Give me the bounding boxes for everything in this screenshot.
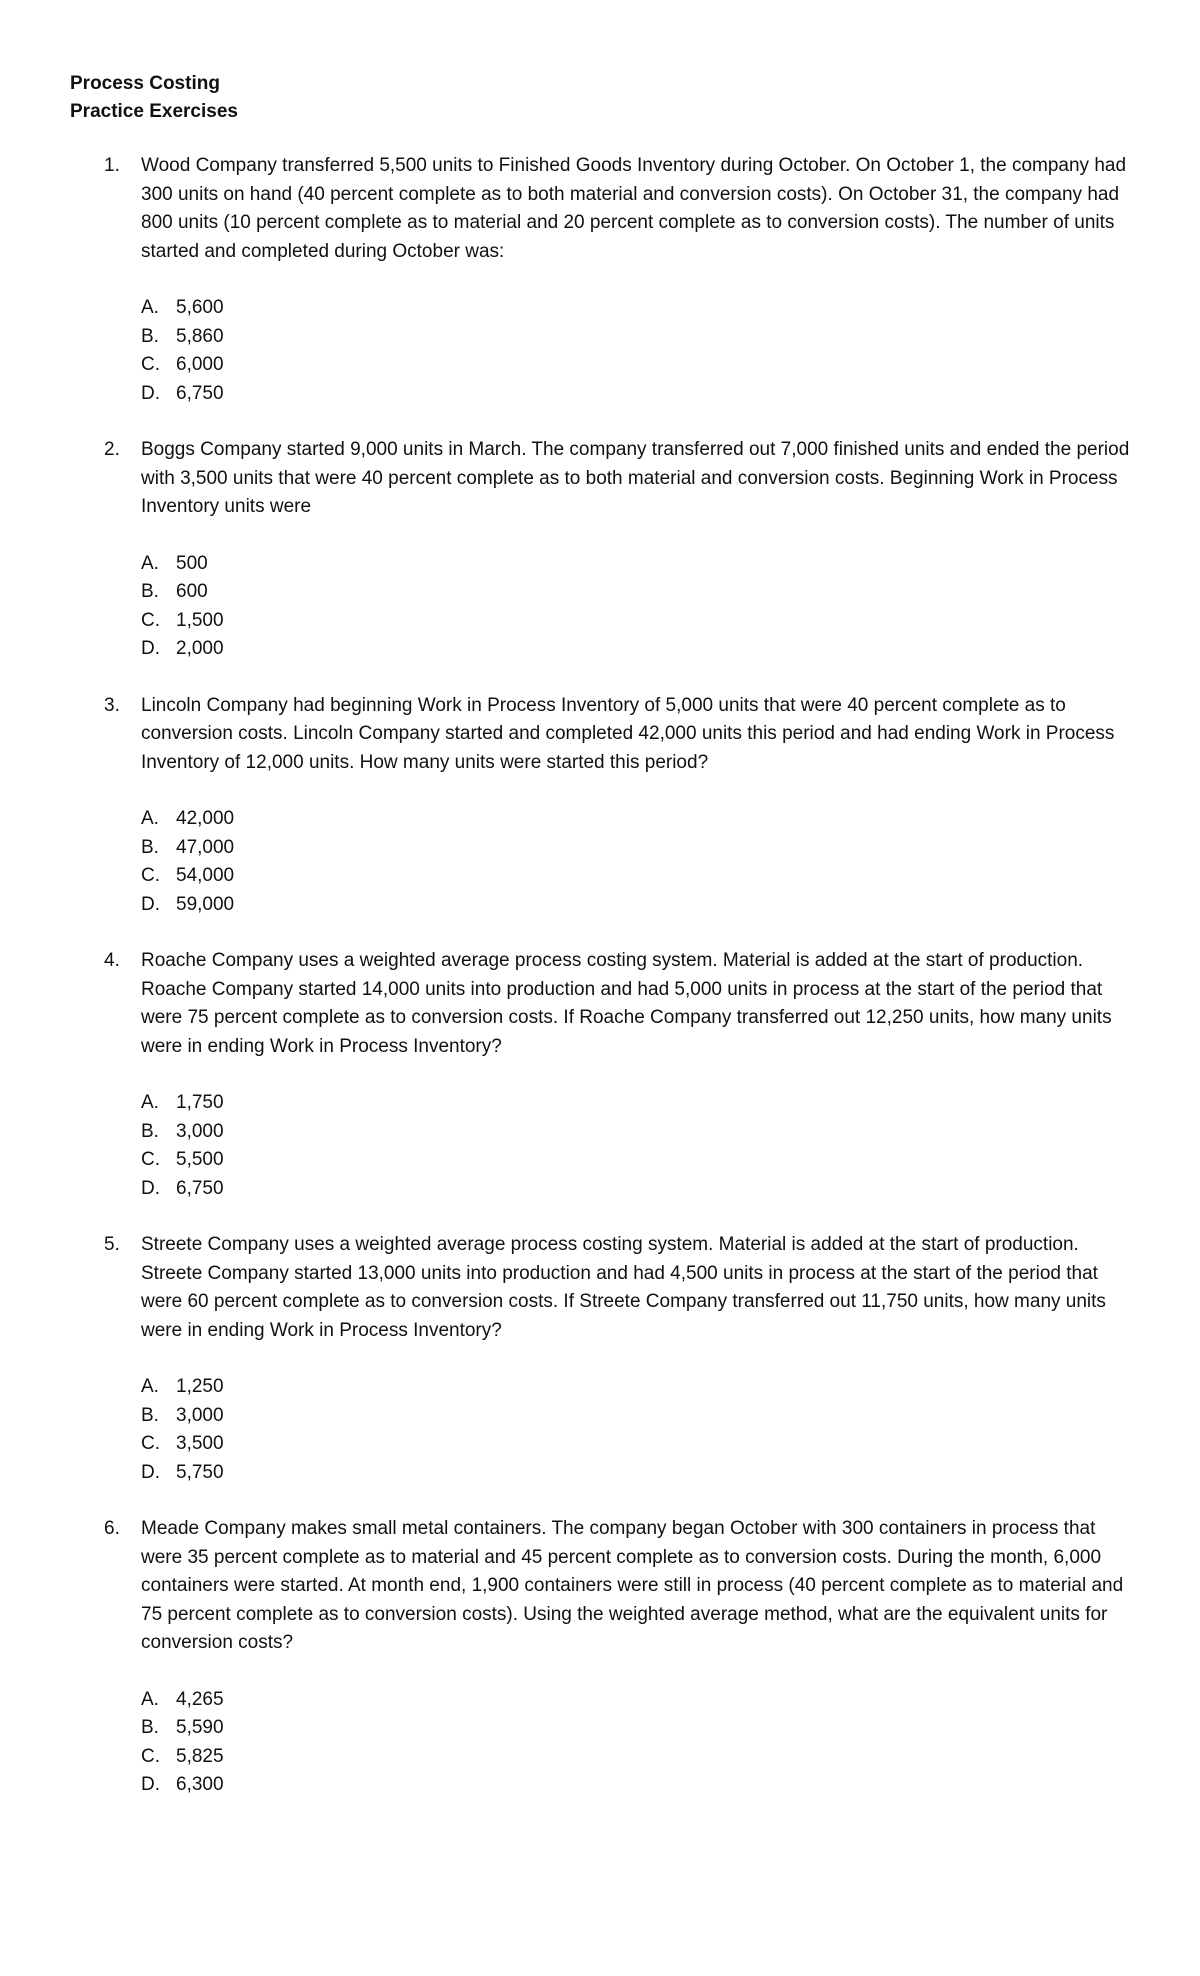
- option-value: 6,750: [176, 382, 224, 404]
- answer-option-c: [141, 607, 1200, 636]
- question-5: [0, 1231, 1200, 1487]
- option-value: 5,825: [176, 1745, 224, 1767]
- option-value: 59,000: [176, 893, 235, 915]
- option-letter: B.: [141, 1717, 159, 1738]
- question-text: Boggs Company started 9,000 units in March. The company transferred out 7,000 finished units and ended the period with 3,500 units that were 40 percent complete as to both material and conversion costs. Beginning Work in Process Inventory units were: [141, 439, 1130, 517]
- question-text: Meade Company makes small metal containers. The company began October with 300 containers in process that were 35 percent complete as to material and 45 percent complete as to conversion costs. During the month, 6,000 containers were started. At month end, 1,900 containers were still in process (40 percent complete as to material and 75 percent complete as to conversion costs). Using the weighted average method, what are the equivalent units for conversion costs?: [141, 1518, 1124, 1653]
- option-value: 42,000: [176, 808, 235, 829]
- option-letter: A.: [141, 1688, 159, 1710]
- answer-option-d: [141, 380, 1200, 409]
- answer-options: [141, 1373, 1200, 1487]
- answer-options: [141, 550, 1200, 664]
- option-value: 2,000: [176, 638, 224, 659]
- option-letter: B.: [141, 1120, 159, 1142]
- option-letter: C.: [141, 1745, 160, 1767]
- question-number: 6.: [104, 1518, 120, 1539]
- option-letter: B.: [141, 1404, 159, 1426]
- option-letter: A.: [141, 297, 159, 318]
- question-number: 1.: [104, 155, 120, 176]
- question-text: Roache Company uses a weighted average process costing system. Material is added at the start of production. Roache Company started 14,000 units into production and had 5,000 units in process at the start of the period that were 75 percent complete as to conversion costs. If Roache Company transferred out 12,250 units, how many units were in ending Work in Process Inventory?: [141, 950, 1112, 1057]
- answer-option-d: [141, 1175, 1200, 1204]
- answer-option-c: [141, 351, 1200, 380]
- question-text: Wood Company transferred 5,500 units to Finished Goods Inventory during October. On October 1, the company had 300 units on hand (40 percent complete as to both material and conversion costs). On October 31, the company had 800 units (10 percent complete as to material and 20 percent complete as to conversion costs). The number of units started and completed during October was:: [141, 155, 1127, 262]
- option-value: 54,000: [176, 865, 235, 886]
- option-letter: C.: [141, 1433, 160, 1454]
- option-letter: B.: [141, 836, 159, 858]
- option-value: 1,250: [176, 1376, 224, 1397]
- answer-option-c: [141, 1146, 1200, 1175]
- question-list: [0, 152, 1200, 1828]
- option-value: 5,860: [176, 325, 224, 347]
- option-value: 5,750: [176, 1461, 224, 1483]
- answer-option-a: [141, 1686, 1200, 1715]
- option-letter: C.: [141, 865, 160, 886]
- answer-option-a: [141, 294, 1200, 323]
- answer-option-b: [141, 578, 1200, 607]
- option-value: 6,750: [176, 1177, 224, 1199]
- option-letter: D.: [141, 893, 160, 915]
- option-value: 1,500: [176, 609, 224, 631]
- answer-option-d: [141, 635, 1200, 664]
- option-value: 47,000: [176, 836, 235, 858]
- question-number: 2.: [104, 439, 120, 460]
- answer-options: [141, 1089, 1200, 1203]
- option-letter: B.: [141, 581, 159, 602]
- option-letter: C.: [141, 609, 160, 631]
- option-value: 3,000: [176, 1120, 224, 1142]
- question-text: Lincoln Company had beginning Work in Process Inventory of 5,000 units that were 40 percent complete as to conversion costs. Lincoln Company started and completed 42,000 units this period and had ending Work in Process Inventory of 12,000 units. How many units were started this period?: [141, 694, 1115, 773]
- answer-option-d: [141, 891, 1200, 920]
- option-value: 500: [176, 552, 208, 574]
- option-letter: A.: [141, 808, 159, 829]
- option-letter: D.: [141, 638, 160, 659]
- option-letter: C.: [141, 354, 160, 375]
- answer-option-b: [141, 1402, 1200, 1431]
- answer-option-c: [141, 1430, 1200, 1459]
- question-number: 3.: [104, 694, 120, 716]
- answer-option-a: [141, 1373, 1200, 1402]
- option-letter: A.: [141, 552, 159, 574]
- answer-options: [141, 805, 1200, 919]
- answer-option-c: [141, 1743, 1200, 1772]
- option-value: 6,300: [176, 1774, 224, 1795]
- option-letter: D.: [141, 1177, 160, 1199]
- option-letter: D.: [141, 1461, 160, 1483]
- option-value: 5,500: [176, 1149, 224, 1170]
- document-title: Process Costing: [70, 73, 220, 94]
- question-number: 4.: [104, 950, 120, 971]
- answer-option-b: [141, 1118, 1200, 1147]
- answer-options: [141, 1686, 1200, 1800]
- option-letter: C.: [141, 1149, 160, 1170]
- question-1: [0, 152, 1200, 408]
- question-6: [0, 1515, 1200, 1800]
- option-value: 3,500: [176, 1433, 224, 1454]
- option-letter: A.: [141, 1376, 159, 1397]
- answer-option-a: [141, 550, 1200, 579]
- option-letter: D.: [141, 1774, 160, 1795]
- document-header: [70, 70, 238, 126]
- question-number: 5.: [104, 1234, 120, 1255]
- option-value: 3,000: [176, 1404, 224, 1426]
- option-value: 1,750: [176, 1092, 224, 1113]
- question-3: [0, 692, 1200, 920]
- question-2: [0, 436, 1200, 664]
- option-letter: D.: [141, 382, 160, 404]
- option-value: 6,000: [176, 354, 224, 375]
- option-value: 5,600: [176, 297, 224, 318]
- option-value: 5,590: [176, 1717, 224, 1738]
- document-subtitle: Practice Exercises: [70, 101, 238, 122]
- answer-option-d: [141, 1771, 1200, 1800]
- question-4: [0, 947, 1200, 1203]
- answer-option-a: [141, 1089, 1200, 1118]
- option-letter: A.: [141, 1092, 159, 1113]
- answer-option-d: [141, 1459, 1200, 1488]
- answer-option-c: [141, 862, 1200, 891]
- answer-option-b: [141, 323, 1200, 352]
- answer-option-b: [141, 834, 1200, 863]
- answer-options: [141, 294, 1200, 408]
- answer-option-a: [141, 805, 1200, 834]
- question-text: Streete Company uses a weighted average process costing system. Material is added at the start of production. Streete Company started 13,000 units into production and had 4,500 units in process at the start of the period that were 60 percent complete as to conversion costs. If Streete Company transferred out 11,750 units, how many units were in ending Work in Process Inventory?: [141, 1234, 1106, 1341]
- option-letter: B.: [141, 325, 159, 347]
- option-value: 4,265: [176, 1688, 224, 1710]
- answer-option-b: [141, 1714, 1200, 1743]
- option-value: 600: [176, 581, 208, 602]
